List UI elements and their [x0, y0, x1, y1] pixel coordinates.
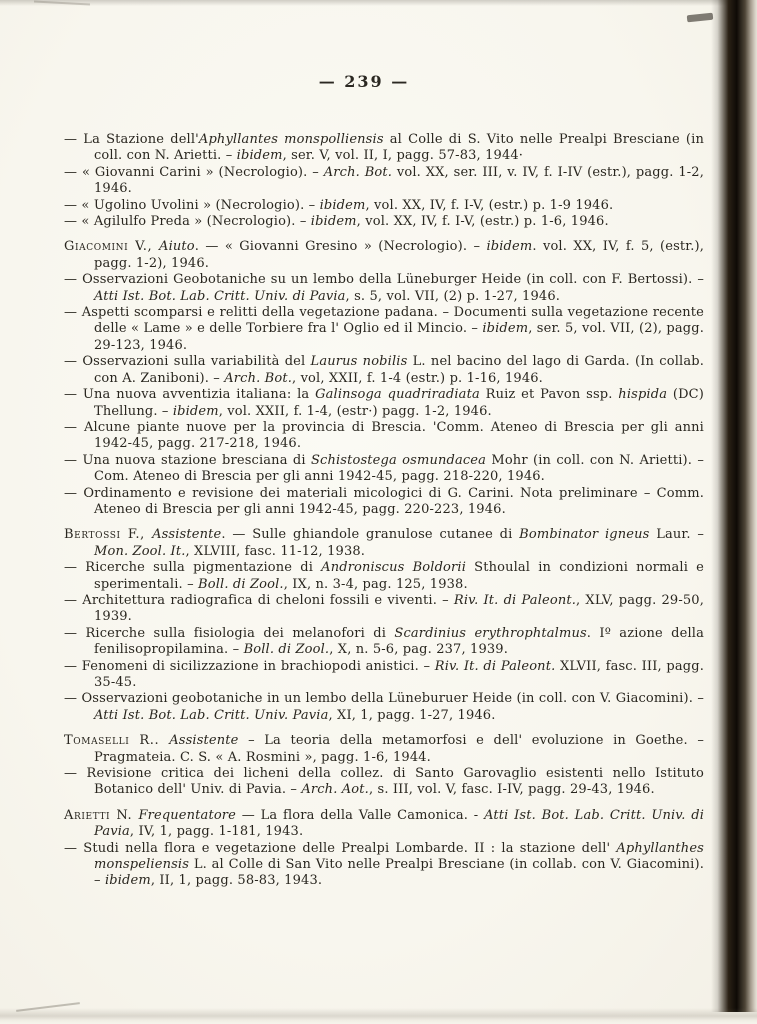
entry-text-segment: XLVII, fasc. III, pagg. 35-45. [94, 658, 704, 690]
entry-text-segment: – La teoria della metamorfosi e dell' evoluzione in Goethe. – Pragmateia. C. S. « A. Rosmini », pagg. 1-6, 1944. [94, 733, 704, 765]
entry-text-segment: Scardinius erythrophtalmus [394, 625, 587, 641]
bibliography-entry [64, 691, 704, 724]
entry-text-segment: Aphyllanthes monspeliensis [94, 840, 704, 873]
bibliography-entry [64, 132, 704, 165]
entry-text-segment: (DC) Thellung. – [94, 387, 704, 419]
entry-text-segment: — Architettura radiografica di cheloni fossili e viventi. – [64, 592, 454, 608]
entry-text-segment: Aiuto [159, 239, 195, 255]
entry-text-segment: Arch. Aot. [301, 782, 369, 798]
bibliography-entry [64, 659, 704, 692]
entry-text-segment: Mon. Zool. It. [94, 543, 186, 559]
entry-text-segment: al Colle di S. Vito nelle Prealpi Bresciane (in coll. con N. Arietti. – [94, 132, 704, 164]
entry-text-segment: — Osservazioni Geobotaniche su un lembo della Lüneburger Heide (in coll. con F. Bertossi). – [64, 272, 704, 288]
entry-text-segment: Galinsoga quadriradiata [315, 387, 480, 403]
entry-text-segment: — Ordinamento e revisione dei materiali micologici di G. Carini. Nota preliminare – Comm. Ateneo di Brescia per gli anni 1942-45, pagg. 220-223, 1946. [64, 485, 704, 517]
entry-text-segment: ibidem [104, 873, 151, 889]
entry-text-segment: Atti Ist. Bot. Lab. Critt. Univ. di Pavia [94, 288, 346, 304]
entry-text-segment: Arch. Bot. [224, 370, 292, 386]
bibliography-entry [64, 165, 704, 198]
entry-text-segment: , X, n. 5-6, pag. 237, 1939. [329, 642, 508, 658]
bibliography-entry [64, 560, 704, 593]
bibliography-entry [64, 354, 704, 387]
page-number: — 239 — [318, 72, 410, 91]
entry-text-segment: Arietti N. [64, 807, 139, 823]
scan-edge-top [0, 0, 757, 6]
entry-text-segment: Ruiz et Pavon ssp. [479, 387, 619, 403]
bibliography [64, 132, 704, 899]
entry-text-segment: Laurus nobilis [310, 354, 408, 370]
entry-text-segment: , vol. XXII, f. 1-4, (estr·) pagg. 1-2, 1946. [218, 403, 492, 419]
entry-text-segment: , IX, n. 3-4, pag. 125, 1938. [283, 576, 468, 592]
bibliography-entry [64, 387, 704, 420]
entry-text-segment: Boll. di Zool. [243, 642, 330, 658]
entry-text-segment: Tomaselli R.. [64, 733, 170, 749]
entry-text-segment: Atti Ist. Bot. Lab. Critt. Univ. di Pavia [94, 807, 705, 840]
scan-mark-top-right [687, 13, 714, 23]
entry-text-segment: — Osservazioni sulla variabilità del [64, 354, 311, 370]
entry-text-segment: , ser. 5, vol. VII, (2), pagg. 29-123, 1946. [94, 321, 705, 353]
entry-text-segment: . vol. XX, IV, f. 5, (estr.), pagg. 1-2), 1946. [94, 239, 704, 271]
bibliography-entry [64, 420, 704, 453]
entry-text-segment: — La Stazione dell' [64, 132, 199, 147]
entry-text-segment: Schistostega osmundacea [310, 452, 487, 468]
entry-text-segment: , vol. XX, IV, f. I-V, (estr.) p. 1-6, 1946. [356, 214, 609, 230]
entry-text-segment: hispida [618, 387, 668, 403]
bibliography-entry [64, 527, 704, 560]
entry-text-segment: Aphyllantes monspolliensis [198, 132, 384, 147]
entry-text-segment: Laur. – [649, 527, 704, 543]
entry-text-segment: Bombinator igneus [519, 527, 650, 543]
bibliography-entry [64, 486, 704, 519]
bibliography-entry [64, 841, 704, 890]
bibliography-entry [64, 593, 704, 626]
entry-text-segment: Riv. It. di Paleont. [453, 592, 577, 608]
entry-text-segment: — « Giovanni Carini » (Necrologio). – [64, 164, 324, 180]
entry-text-segment: L. al Colle di San Vito nelle Prealpi Bresciane (in collab. con V. Giacomini). – [94, 857, 704, 889]
entry-text-segment: — La flora della Valle Camonica. - [236, 807, 485, 823]
entry-text-segment: — Alcune piante nuove per la provincia di Brescia. 'Comm. Ateneo di Brescia per gli anni 1942-45, pagg. 217-218, 1946. [64, 419, 704, 452]
scan-edge-bottom [0, 1008, 757, 1024]
entry-text-segment: Riv. It. di Paleont. [434, 658, 556, 674]
entry-text-segment: — « Ugolino Uvolini » (Necrologio). – [64, 197, 320, 213]
bibliography-entry [64, 626, 704, 659]
entry-text-segment: , s. 5, vol. VII, (2) p. 1-27, 1946. [345, 288, 561, 304]
entry-text-segment: Bertossi F., [64, 527, 153, 543]
entry-text-segment: . — Sulle ghiandole granulose cutanee di [221, 527, 520, 543]
bibliography-group [64, 239, 704, 518]
bibliography-entry [64, 808, 704, 841]
entry-text-segment: ibidem [236, 148, 283, 164]
bibliography-entry [64, 239, 704, 272]
bibliography-entry [64, 766, 704, 799]
entry-text-segment: ibidem [319, 197, 366, 213]
entry-text-segment: ibidem [172, 403, 219, 419]
entry-text-segment: Sthoulal in condizioni normali e sperimentali. – [94, 560, 705, 592]
entry-text-segment: , XLVIII, fasc. 11-12, 1938. [185, 543, 366, 559]
bibliography-entry [64, 733, 704, 766]
entry-text-segment: — Revisione critica dei licheni della collez. di Santo Garovaglio esistenti nello Istituto Botanico dell' Univ. di Pavia. – [64, 766, 704, 798]
entry-text-segment: , IV, 1, pagg. 1-181, 1943. [129, 824, 304, 840]
entry-text-segment: , XI, 1, pagg. 1-27, 1946. [328, 707, 496, 723]
entry-text-segment: L. nel bacino del lago di Garda. (In collab. con A. Zaniboni). – [94, 354, 704, 386]
entry-text-segment: . Iº azione della fenilisopropilamina. – [94, 625, 705, 658]
entry-text-segment: — Una nuova avventizia italiana: la [64, 387, 316, 403]
entry-text-segment: Androniscus Boldorii [321, 560, 467, 576]
entry-text-segment: — Aspetti scomparsi e relitti della vegetazione padana. – Documenti sulla vegetazione recente delle « Lame » e delle Torbiere fra l' Oglio ed il Mincio. – [64, 305, 704, 337]
entry-text-segment: — Ricerche sulla pigmentazione di [64, 560, 322, 576]
entry-text-segment: — Ricerche sulla fisiologia dei melanofori di [64, 625, 395, 641]
bibliography-group [64, 733, 704, 799]
bibliography-entry [64, 198, 704, 214]
entry-text-segment: Arch. Bot. [323, 164, 393, 180]
entry-text-segment: , s. III, vol. V, fasc. I-IV, pagg. 29-43, 1946. [368, 782, 655, 798]
entry-text-segment: — « Agilulfo Preda » (Necrologio). – [64, 214, 311, 230]
entry-text-segment: , II, 1, pagg. 58-83, 1943. [150, 873, 323, 889]
entry-text-segment: , XLV, pagg. 29-50, 1939. [94, 592, 704, 625]
entry-text-segment: Boll. di Zool. [198, 576, 284, 592]
entry-text-segment: ibidem [310, 214, 357, 230]
bibliography-entry [64, 214, 704, 230]
binding-shadow [711, 0, 757, 1012]
bibliography-entry [64, 272, 704, 305]
bibliography-group [64, 808, 704, 890]
entry-text-segment: Frequentatore [138, 807, 237, 823]
entry-text-segment: — Una nuova stazione bresciana di [64, 452, 311, 468]
bibliography-group [64, 132, 704, 230]
entry-text-segment: . — « Giovanni Gresino » (Necrologio). – [194, 239, 487, 255]
bibliography-entry [64, 453, 704, 486]
entry-text-segment: — Studi nella flora e vegetazione delle Prealpi Lombarde. II : la stazione dell' [64, 840, 617, 856]
entry-text-segment: , vol. XX, IV, f. I-V, (estr.) p. 1-9 1946. [365, 197, 614, 213]
entry-text-segment: Giacomini V., [64, 239, 160, 255]
bibliography-group [64, 527, 704, 724]
entry-text-segment: Assistente [169, 733, 239, 749]
entry-text-segment: vol. XX, ser. III, v. IV, f. I-IV (estr.), pagg. 1-2, 1946. [94, 164, 704, 197]
entry-text-segment: , vol, XXII, f. 1-4 (estr.) p. 1-16, 1946. [292, 370, 543, 386]
entry-text-segment: Mohr (in coll. con N. Arietti). – Com. Ateneo di Brescia per gli anni 1942-45, pagg. 218-220, 1946. [94, 452, 704, 485]
entry-text-segment: — Fenomeni di sicilizzazione in brachiopodi anistici. – [64, 658, 435, 674]
entry-text-segment: Assistente [152, 527, 222, 543]
entry-text-segment: ibidem [482, 321, 529, 337]
entry-text-segment: Atti Ist. Bot. Lab. Critt. Univ. Pavia [94, 707, 329, 723]
entry-text-segment: , ser. V, vol. II, I, pagg. 57-83, 1944· [282, 148, 524, 164]
entry-text-segment: — Osservazioni geobotaniche in un lembo della Lüneburuer Heide (in coll. con V. Giacomini). – [64, 691, 704, 707]
bibliography-entry [64, 305, 704, 354]
entry-text-segment: ibidem [486, 239, 533, 255]
